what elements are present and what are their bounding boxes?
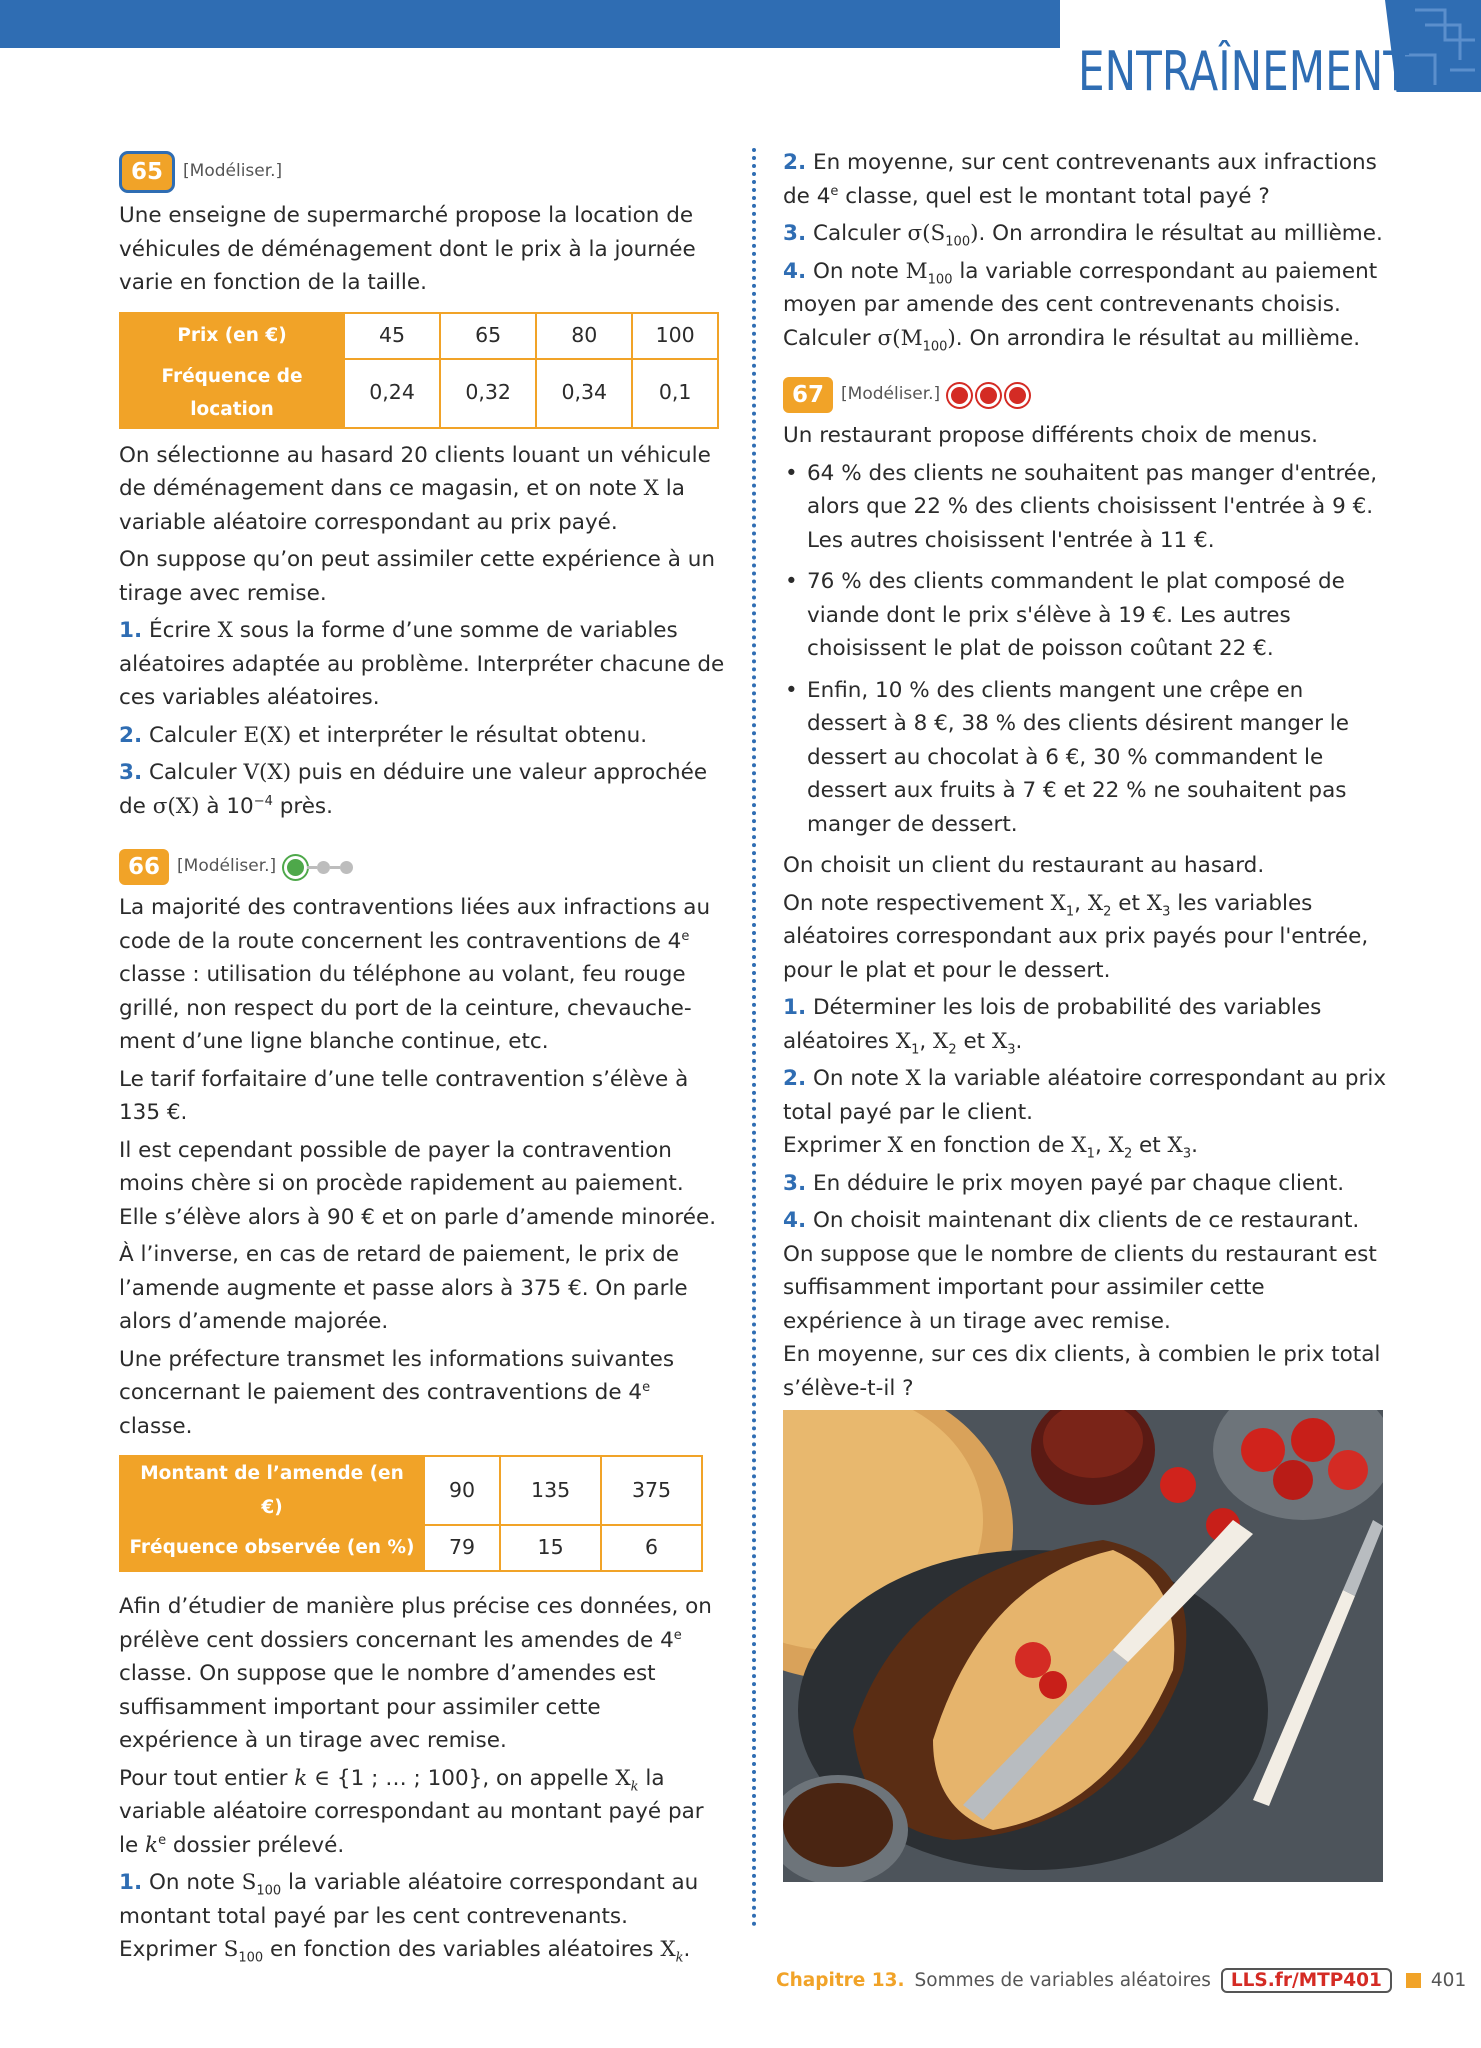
left-column xyxy=(119,151,725,1971)
table-cell: 80 xyxy=(536,313,632,359)
header-band xyxy=(0,0,1060,48)
resource-link[interactable]: LLS.fr/MTP401 xyxy=(1221,1968,1392,1993)
list-item: • Enfin, 10 % des clients mangent une crêpe en dessert à 8 €, 38 % des clients désirent manger le dessert au chocolat à 6 €, 30 % commandent le dessert aux fruits à 7 € et 22 % ne souhaitent pas manger de dessert. xyxy=(807,674,1389,842)
page-number: 401 xyxy=(1430,1970,1467,1991)
paragraph: On choisit un client du restaurant au hasard. xyxy=(783,853,1265,878)
table-cell: 375 xyxy=(601,1456,702,1525)
paragraph: On sélectionne au hasard 20 clients louant un véhicule de déménagement dans ce magasin, et on note X la variable aléatoire correspondant au prix payé. xyxy=(119,442,711,535)
fine-frequency-table xyxy=(119,1455,703,1572)
question-2: 2. En moyenne, sur cent contrevenants aux infractions de 4e classe, quel est le montant total payé ? xyxy=(783,150,1377,209)
question-1: 1. Écrire X sous la forme d’une somme de variables aléatoires adaptée au problème. Interpréter chacune de ces variables aléatoires. xyxy=(119,618,725,710)
table-cell: 45 xyxy=(344,313,440,359)
question-2: 2. Calculer E(X) et interpréter le résultat obtenu. xyxy=(119,722,648,748)
table-header-cell: Fréquence de location xyxy=(120,359,344,428)
list-item: • 76 % des clients commandent le plat composé de viande dont le prix s'élève à 19 €. Les autres choisissent le plat de poisson coûtant 22 €. xyxy=(807,565,1389,666)
paragraph: On suppose qu’on peut assimiler cette expérience à un tirage avec remise. xyxy=(119,547,715,606)
table-header-cell: Montant de l’amende (en €) xyxy=(120,1456,424,1525)
exercise-65-intro: Une enseigne de supermarché propose la location de véhicules de déménagement dont le prix à la journée varie en fonction de la taille. xyxy=(119,203,696,295)
menu-options-list xyxy=(783,457,1389,842)
table-cell: 0,24 xyxy=(344,359,440,428)
table-cell: 0,34 xyxy=(536,359,632,428)
right-column xyxy=(783,146,1389,1409)
table-row xyxy=(120,1456,702,1525)
table-cell: 79 xyxy=(424,1525,500,1571)
section-title: ENTRAÎNEMENT xyxy=(1078,40,1409,103)
exercise-66-header xyxy=(119,849,725,885)
table-header-cell: Fréquence observée (en %) xyxy=(120,1525,424,1571)
question-3: 3. En déduire le prix moyen payé par chaque client. xyxy=(783,1170,1345,1196)
question-2: 2. On note X la variable aléatoire correspondant au prix total payé par le client. Exprimer X en fonction de $X_1$, $X_2$ et $X_3$. xyxy=(783,1066,1387,1162)
list-item: • 64 % des clients ne souhaitent pas manger d'entrée, alors que 22 % des clients choisissent l'entrée à 9 €. Les autres choisissent l'entrée à 11 €. xyxy=(807,457,1389,558)
page-footer xyxy=(776,1968,1466,1993)
question-3: 3. Calculer $\sigma(S_{100})$. On arrondira le résultat au millième. xyxy=(783,221,1383,250)
difficulty-indicator xyxy=(284,856,353,879)
paragraph: La majorité des contraventions liées aux infractions au code de la route concernent les contraventions de 4e classe : utilisation du téléphone au volant, feu rouge grillé, non respect du port de la ceinture, chevauchement d’une ligne blanche continue, etc. xyxy=(119,895,711,1054)
exercise-tag: [Modéliser.] xyxy=(177,856,277,877)
exercise-number: 67 xyxy=(783,377,833,413)
page-marker-icon xyxy=(1406,1973,1421,1988)
question-3: 3. Calculer V(X) puis en déduire une valeur approchée de σ(X) à $10^{-4}$ près. xyxy=(119,760,708,819)
table-cell: 65 xyxy=(440,313,536,359)
table-cell: 100 xyxy=(632,313,718,359)
table-cell: 90 xyxy=(424,1456,500,1525)
paragraph: Le tarif forfaitaire d’une telle contravention s’élève à 135 €. xyxy=(119,1066,689,1125)
exercise-tag: [Modéliser.] xyxy=(841,384,941,405)
exercise-tag: [Modéliser.] xyxy=(183,161,283,182)
chapter-title: Sommes de variables aléatoires xyxy=(914,1970,1211,1991)
exercise-number: 65 xyxy=(119,151,175,193)
table-row xyxy=(120,313,718,359)
table-header-cell: Prix (en €) xyxy=(120,313,344,359)
table-cell: 6 xyxy=(601,1525,702,1571)
question-4: 4. On choisit maintenant dix clients de ce restaurant. On suppose que le nombre de clients du restaurant est suffisamment important pour assimiler cette expérience à un tirage avec remise. En moyenne, sur ces dix clients, à combien le prix total s’élève-t-il ? xyxy=(783,1208,1381,1401)
column-divider xyxy=(752,148,756,1928)
exercise-number: 66 xyxy=(119,849,169,885)
table-cell: 0,32 xyxy=(440,359,536,428)
paragraph: Il est cependant possible de payer la contravention moins chère si on procède rapidement au paiement. Elle s’élève alors à 90 € et on parle d’amende minorée. xyxy=(119,1137,717,1230)
paragraph: Afin d’étudier de manière plus précise ces données, on prélève cent dossiers concernant les amendes de 4e classe. On suppose que le nombre d’amendes est suffisamment important pour assimiler cette expérience à un tirage avec remise. xyxy=(119,1594,712,1753)
paragraph: Pour tout entier k ∈ {1 ; … ; 100}, on appelle $X_k$ la variable aléatoire correspondant au montant payé par le $k^e$ dossier prélevé. xyxy=(119,1765,704,1858)
table-row xyxy=(120,359,718,428)
paragraph: Une préfecture transmet les informations suivantes concernant le paiement des contraventions de 4e classe. xyxy=(119,1346,675,1439)
question-1: 1. On note $S_{100}$ la variable aléatoire correspondant au montant total payé par les cent contrevenants. Exprimer $S_{100}$ en fonction des variables aléatoires $X_k$. xyxy=(119,1870,699,1966)
table-cell: 15 xyxy=(500,1525,601,1571)
table-row xyxy=(120,1525,702,1571)
exercise-67-header xyxy=(783,377,1389,413)
difficulty-indicator xyxy=(948,384,1035,407)
crepes-photo xyxy=(783,1410,1383,1882)
question-1: 1. Déterminer les lois de probabilité des variables aléatoires $X_1$, $X_2$ et $X_3$. xyxy=(783,995,1322,1057)
chapter-label: Chapitre 13. xyxy=(776,1970,905,1991)
paragraph: À l’inverse, en cas de retard de paiement, le prix de l’amende augmente et passe alors à 375 €. On parle alors d’amende majorée. xyxy=(119,1242,688,1334)
table-cell: 135 xyxy=(500,1456,601,1525)
table-cell: 0,1 xyxy=(632,359,718,428)
question-4: 4. On note $M_{100}$ la variable correspondant au paiement moyen par amende des cent contrevenants choisis. Calculer $\sigma(M_{100})$. On arrondira le résultat au millième. xyxy=(783,258,1378,354)
price-frequency-table xyxy=(119,312,719,429)
exercise-65-header xyxy=(119,151,725,193)
paragraph: On note respectivement $X_1$, $X_2$ et $X_3$ les variables aléatoires correspondant aux prix payés pour l'entrée, pour le plat et pour le dessert. xyxy=(783,890,1369,983)
exercise-67-intro: Un restaurant propose différents choix de menus. xyxy=(783,423,1319,448)
